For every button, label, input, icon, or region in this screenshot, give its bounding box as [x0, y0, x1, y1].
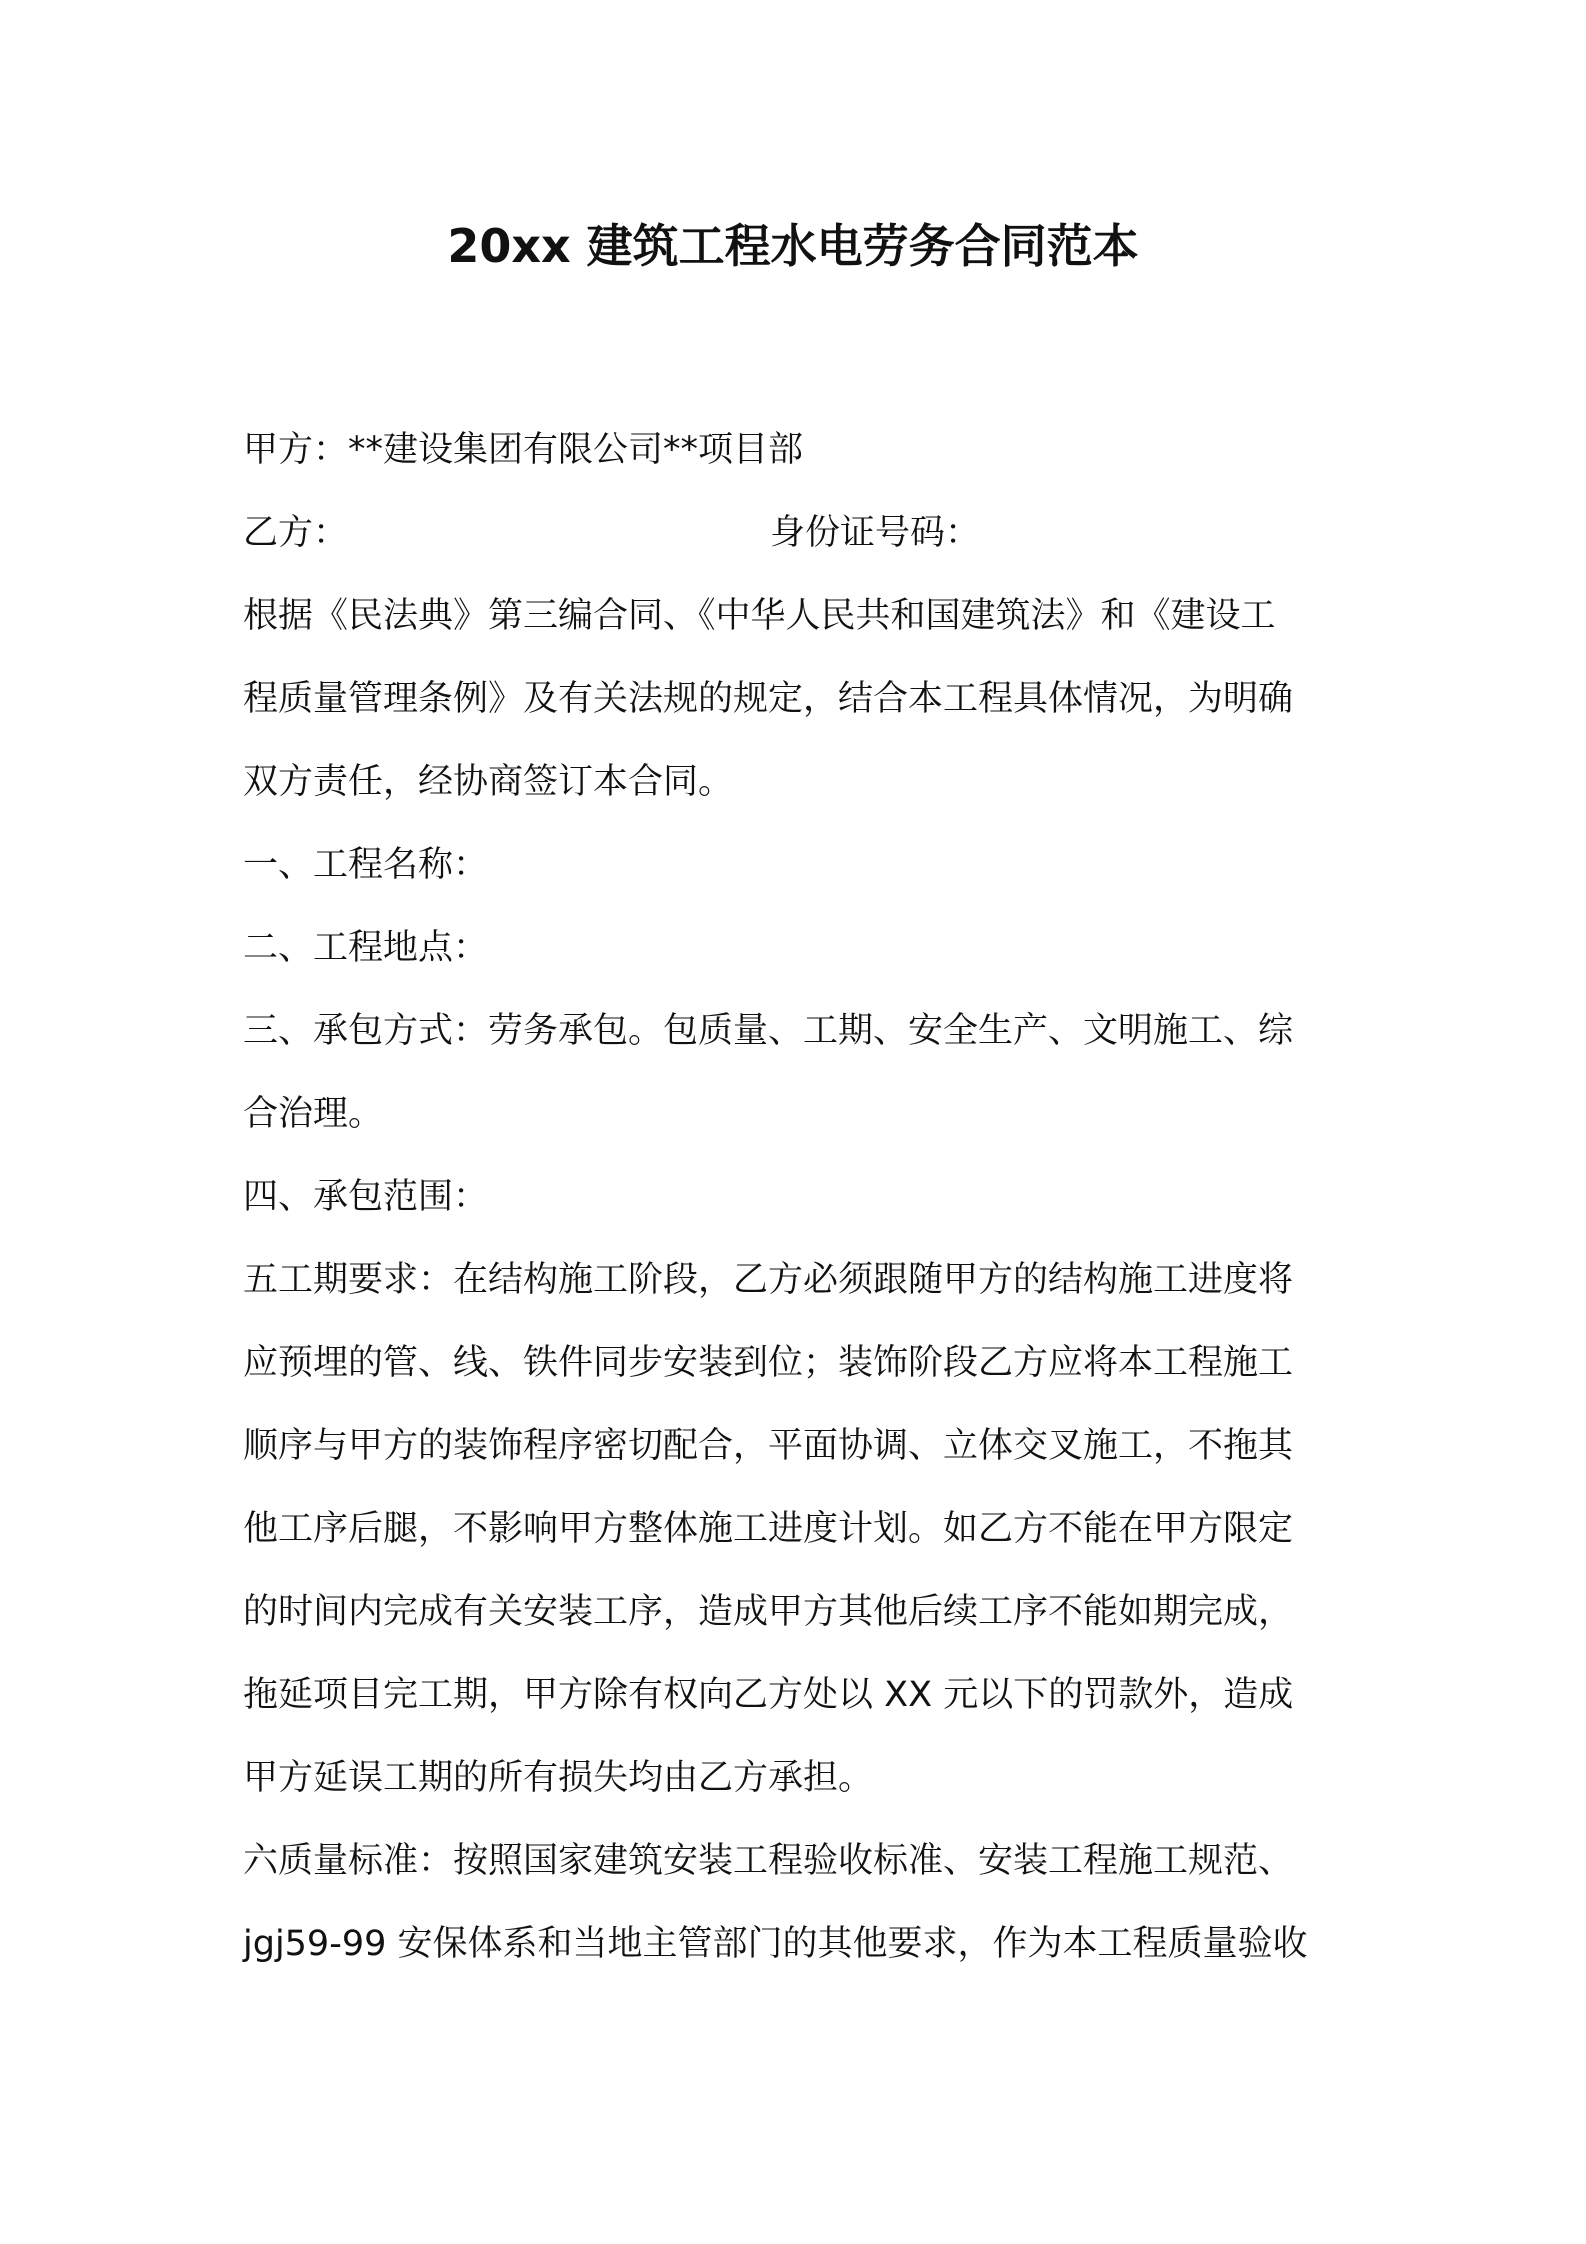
body-line: 程质量管理条例》及有关法规的规定，结合本工程具体情况，为明确 [243, 679, 1294, 719]
party-b-label: 乙方： [243, 513, 349, 553]
body-line: 应预埋的管、线、铁件同步安装到位；装饰阶段乙方应将本工程施工 [243, 1343, 1294, 1383]
body-line: jgj59-99 安保体系和当地主管部门的其他要求，作为本工程质量验收 [243, 1924, 1308, 1964]
body-line: 合治理。 [243, 1094, 384, 1134]
section-project-location: 二、工程地点： [243, 928, 489, 968]
section-contract-method: 三、承包方式：劳务承包。包质量、工期、安全生产、文明施工、综 [243, 1011, 1294, 1051]
document-body [243, 409, 1363, 1986]
party-a-line: 甲方：**建设集团有限公司**项目部 [243, 430, 804, 470]
body-line: 双方责任，经协商签订本合同。 [243, 762, 734, 802]
body-line: 根据《民法典》第三编合同、《中华人民共和国建筑法》和《建设工 [243, 596, 1276, 636]
section-contract-scope: 四、承包范围： [243, 1177, 489, 1217]
section-project-name: 一、工程名称： [243, 845, 489, 885]
section-quality-standards: 六质量标准：按照国家建筑安装工程验收标准、安装工程施工规范、 [243, 1841, 1294, 1881]
party-b-line [243, 492, 1363, 575]
body-line: 的时间内完成有关安装工序，造成甲方其他后续工序不能如期完成， [243, 1592, 1294, 1632]
body-line: 他工序后腿，不影响甲方整体施工进度计划。如乙方不能在甲方限定 [243, 1509, 1294, 1549]
body-line: 顺序与甲方的装饰程序密切配合，平面协调、立体交叉施工，不拖其 [243, 1426, 1294, 1466]
body-line: 甲方延误工期的所有损失均由乙方承担。 [243, 1758, 874, 1798]
section-schedule-requirements: 五工期要求：在结构施工阶段，乙方必须跟随甲方的结构施工进度将 [243, 1260, 1294, 1300]
body-line: 拖延项目完工期，甲方除有权向乙方处以 XX 元以下的罚款外，造成 [243, 1675, 1294, 1715]
id-number-label: 身份证号码： [770, 513, 981, 553]
document-title: 20xx 建筑工程水电劳务合同范本 [447, 219, 1139, 273]
